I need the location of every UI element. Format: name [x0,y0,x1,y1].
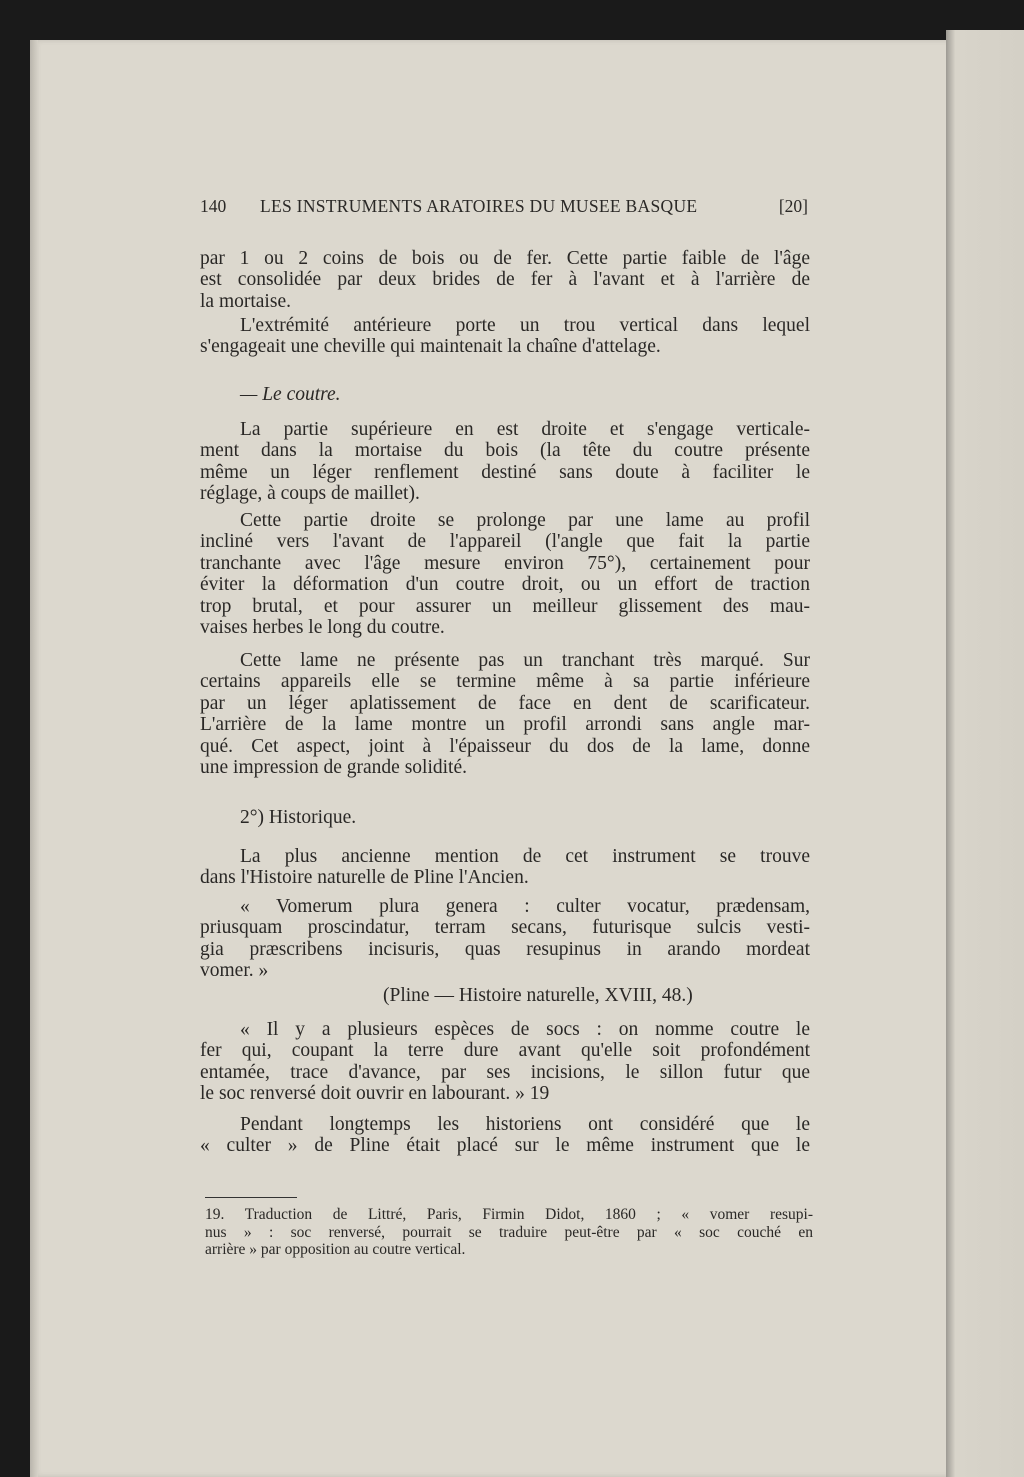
footnote-rule [205,1197,297,1198]
footnote-line: nus » : soc renversé, pourrait se traduire peut-être par « soc couché en [205,1223,813,1241]
text-line: s'engageait une cheville qui maintenait la chaîne d'attelage. [200,336,661,358]
text-line: tranchante avec l'âge mesure environ 75°), certainement pour [200,552,810,574]
text-line: réglage, à coups de maillet). [200,483,420,505]
text-line: L'arrière de la lame montre un profil arrondi sans angle mar- [200,714,810,736]
footnote [205,1206,813,1259]
text-line: — Le coutre. [240,384,341,405]
text-line: gia præscribens incisuris, quas resupinus in arando mordeat [200,938,810,960]
page-number: 140 [200,196,227,216]
text-line: une impression de grande solidité. [200,757,467,779]
text-line: le soc renversé doit ouvrir en labourant. » 19 [200,1083,550,1105]
running-header [200,196,808,217]
paragraph [200,650,810,778]
text-line: même un léger renflement destiné sans doute à faciliter le [200,461,810,483]
paragraph [200,846,810,889]
paragraph [200,896,810,982]
text-line: trop brutal, et pour assurer un meilleur glissement des mau- [200,595,810,617]
footnote-line: arrière » par opposition au coutre vertical. [205,1241,466,1258]
text-line: « culter » de Pline était placé sur le même instrument que le [200,1135,810,1157]
text-line: « Il y a plusieurs espèces de socs : on nomme coutre le [240,1019,810,1040]
text-line: Cette partie droite se prolonge par une lame au profil [240,510,810,531]
text-line: certains appareils elle se termine même à sa partie inférieure [200,671,810,693]
text-line: priusquam proscindatur, terram secans, futurisque sulcis vesti- [200,917,810,939]
text-line: vaises herbes le long du coutre. [200,617,445,639]
paragraph [200,807,810,828]
text-line: La plus ancienne mention de cet instrument se trouve [240,846,810,867]
paragraph [200,248,810,312]
text-line: L'extrémité antérieure porte un trou vertical dans lequel [240,315,810,336]
text-line: éviter la déformation d'un coutre droit, ou un effort de traction [200,574,810,596]
paragraph [200,419,810,505]
text-line: fer qui, coupant la terre dure avant qu'elle soit profondément [200,1040,810,1062]
text-line: ment dans la mortaise du bois (la tête du coutre présente [200,440,810,462]
text-line: par un léger aplatissement de face en dent de scarificateur. [200,692,810,714]
paragraph [383,985,803,1006]
text-line: incliné vers l'avant de l'appareil (l'angle que fait la partie [200,531,810,553]
facing-page-edge [946,30,1024,1477]
footnote-line: 19. Traduction de Littré, Paris, Firmin Didot, 1860 ; « vomer resupi- [205,1206,813,1223]
paragraph [200,315,810,358]
text-line: par 1 ou 2 coins de bois ou de fer. Cette partie faible de l'âge [200,248,810,269]
text-line: vomer. » [200,960,269,982]
paragraph [200,510,810,638]
text-line: (Pline — Histoire naturelle, XVIII, 48.) [383,985,693,1006]
paragraph [200,1019,810,1105]
text-line: Cette lame ne présente pas un tranchant très marqué. Sur [240,650,810,671]
text-line: dans l'Histoire naturelle de Pline l'Ancien. [200,867,529,889]
text-line: la mortaise. [200,290,291,312]
running-title: LES INSTRUMENTS ARATOIRES DU MUSEE BASQUE [260,196,698,216]
text-line: entamée, trace d'avance, par ses incisions, le sillon futur que [200,1061,810,1083]
section-number: [20] [778,196,808,216]
paragraph [200,384,810,405]
text-line: qué. Cet aspect, joint à l'épaisseur du dos de la lame, donne [200,735,810,757]
page-gutter [30,40,38,1477]
paragraph [200,1114,810,1157]
text-line: est consolidée par deux brides de fer à l'avant et à l'arrière de [200,269,810,291]
text-line: La partie supérieure en est droite et s'engage verticale- [240,419,810,440]
text-line: 2°) Historique. [240,807,357,828]
text-line: Pendant longtemps les historiens ont considéré que le [240,1114,810,1135]
text-line: « Vomerum plura genera : culter vocatur, prædensam, [240,896,810,917]
